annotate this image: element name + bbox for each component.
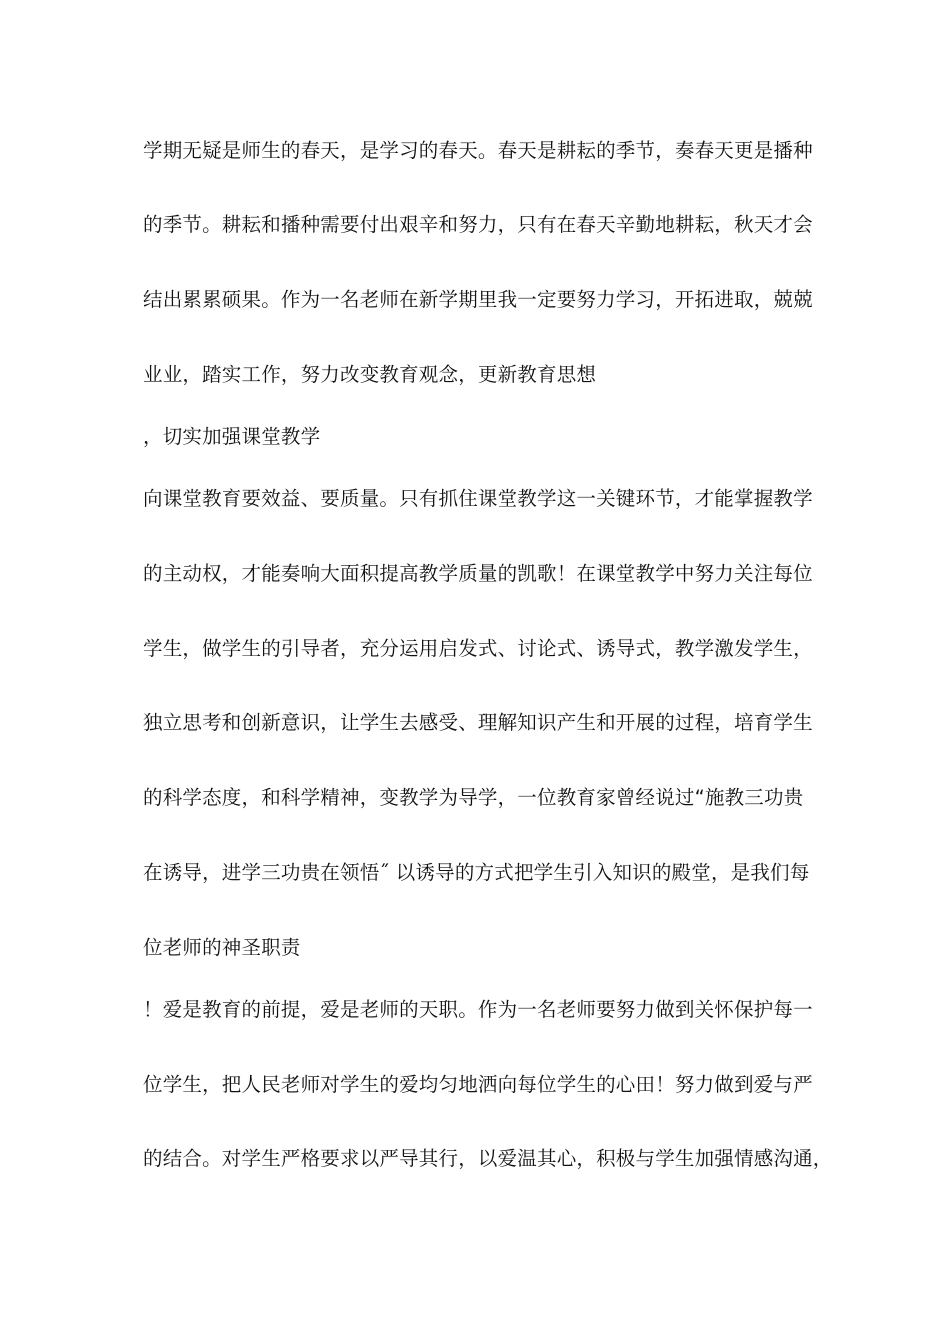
paragraph-line: 的科学态度，和科学精神，变教学为导学，一位教育家曾经说过“施教三功贵: [143, 786, 804, 809]
paragraph-line: 的主动权，才能奏响大面积提高教学质量的凯歌！在课堂教学中努力关注每位: [143, 562, 813, 585]
paragraph-line: 学期无疑是师生的春天，是学习的春天。春天是耕耘的季节，奏春天更是播种: [143, 139, 813, 162]
paragraph-line: 的结合。对学生严格要求以严导其行，以爱温其心，积极与学生加强情感沟通，: [143, 1147, 833, 1170]
paragraph-line: 位学生，把人民老师对学生的爱均匀地洒向每位学生的心田！努力做到爱与严: [143, 1073, 813, 1096]
paragraph-line: 学生，做学生的引导者，充分运用启发式、讨论式、诱导式，教学激发学生，: [143, 637, 813, 660]
paragraph-line: 向课堂教育要效益、要质量。只有抓住课堂教学这一关键环节，才能掌握教学: [143, 487, 813, 510]
paragraph-line: 业业，踏实工作，努力改变教育观念，更新教育思想: [143, 363, 597, 386]
paragraph-line: 结出累累硕果。作为一名老师在新学期里我一定要努力学习，开拓进取，兢兢: [143, 288, 813, 311]
paragraph-line: 的季节。耕耘和播种需要付出艰辛和努力，只有在春天辛勤地耕耘，秋天才会: [143, 213, 813, 236]
paragraph-line: ，切实加强课堂教学: [143, 425, 321, 448]
paragraph-line: ！爱是教育的前提，爱是老师的天职。作为一名老师要努力做到关怀保护每一: [143, 998, 813, 1021]
paragraph-line: 在诱导，进学三功贵在领悟˝ 以诱导的方式把学生引入知识的殿堂，是我们每: [143, 861, 810, 884]
paragraph-line: 独立思考和创新意识，让学生去感受、理解知识产生和开展的过程，培育学生: [143, 711, 813, 734]
paragraph-line: 位老师的神圣职责: [143, 936, 301, 959]
